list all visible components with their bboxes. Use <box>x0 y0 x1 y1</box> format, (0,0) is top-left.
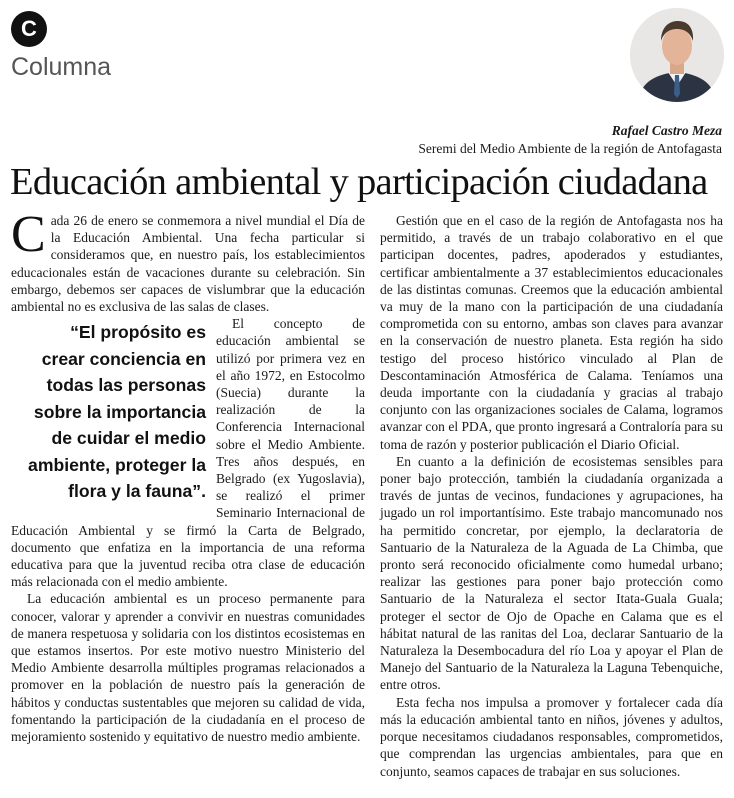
paragraph-text: El concepto de educación ambiental se utilizó por primera vez en el año 1972, en Estocolmo (Suecia) durante la realización de la Conferencia Internacional sobre el Medio Ambiente. Tres años después, en Belgrado (ex Yugoslavia), se realizó el primer Seminario Internacional de Educación Ambiental y se firmó la Carta de Belgrado, documento que enfatiza en la importancia de una reforma educativa para que la juventud reciba otra clase de educación más relacionada con el medio ambiente. <box>11 316 365 590</box>
paragraph <box>11 315 365 590</box>
paragraph: La educación ambiental es un proceso permanente para conocer, valorar y aprender a convivir en nuestras comunidades de manera respetuosa y solidaria con los distintos ecosistemas en que estamos insertos. Por este motivo nuestro Ministerio del Medio Ambiente desarrolla múltiples programas relacionados a promover en la población de nuestro país la generación de hábitos y conductas sustentables que mejoren su calidad de vida, fomentando la participación de la ciudadanía en el proceso de mejoramiento sostenido y equitativo de nuestro medio ambiente. <box>11 591 365 745</box>
author-role: Seremi del Medio Ambiente de la región de Antofagasta <box>418 141 722 156</box>
dropcap: C <box>11 206 46 263</box>
author-photo <box>630 8 724 102</box>
author-name: Rafael Castro Meza <box>611 123 722 138</box>
paragraph: En cuanto a la definición de ecosistemas sensibles para poner bajo protección, también la ciudadanía organizada a través de juntas de vecinos, fundaciones y agrupaciones, ha jugado un rol importantísimo. Este trabajo mancomunado nos ha permitido concretar, por ejemplo, la declaratoria de Santuario de la Naturaleza de la Aguada de La Chimba, que pronto será reconocido oficialmente como humedal urbano; realizar las gestiones para poner bajo protección como Santuario de la Naturaleza el sector Itata-Guala Guala; proteger el sector de Ojo de Opache en Calama que es el hábitat natural de las ranitas del Loa, declarar Santuario de la Naturaleza la Desembocadura del río Loa y apoyar el Plan de Manejo del Santuario de la Naturaleza la Laguna Tebenquiche, entre otros. <box>380 453 723 693</box>
article-column-right <box>380 212 723 780</box>
article-column-left <box>11 206 365 745</box>
article-headline: Educación ambiental y participación ciudadana <box>10 161 708 203</box>
author-portrait-icon <box>630 8 724 102</box>
pull-quote: “El propósito es crear conciencia en todas las personas sobre la importancia de cuidar el medio ambiente, proteger la flora y la fauna”. <box>28 322 206 502</box>
paragraph-text: ada 26 de enero se conmemora a nivel mundial el Día de la Educación Ambiental. Una fecha particular si consideramos que, en nuestro país, los establecimientos educacionales están de vacaciones durante su celebración. Sin embargo, debemos ser capaces de vislumbrar que la educación ambiental no es exclusiva de las salas de clases. <box>11 213 365 315</box>
paragraph: Gestión que en el caso de la región de Antofagasta nos ha permitido, a través de un trabajo colaborativo en el que participan docentes, padres, apoderados y estudiantes, certificar ambientalmente a 37 establecimientos educacionales de las distintas comunas. Creemos que la educación ambiental va muy de la mano con la participación de una ciudadanía comprometida con su entorno, ambas son claves para avanzar en la conservación de nuestro planeta. Esta región ha sido testigo del proceso histórico vinculado al Plan de Descontaminación Atmosférica de Calama. Teníamos una deuda importante con la ciudadanía y gracias al trabajo conjunto con las organizaciones sociales de Calama, logramos avanzar con el PDA, que pronto ingresará a Contraloría para su toma de razón y posterior publicación el Diario Oficial. <box>380 213 723 452</box>
section-label: Columna <box>11 53 112 81</box>
author-byline <box>418 122 722 158</box>
paragraph <box>11 206 365 315</box>
column-badge: C <box>11 11 47 47</box>
paragraph: Esta fecha nos impulsa a promover y fortalecer cada día más la educación ambiental tanto en niños, jóvenes y adultos, porque necesitamos ciudadanos responsables, comprometidos, que comprendan las urgencias ambientales, para que en conjunto, seamos capaces de trabajar en sus soluciones. <box>380 694 723 779</box>
